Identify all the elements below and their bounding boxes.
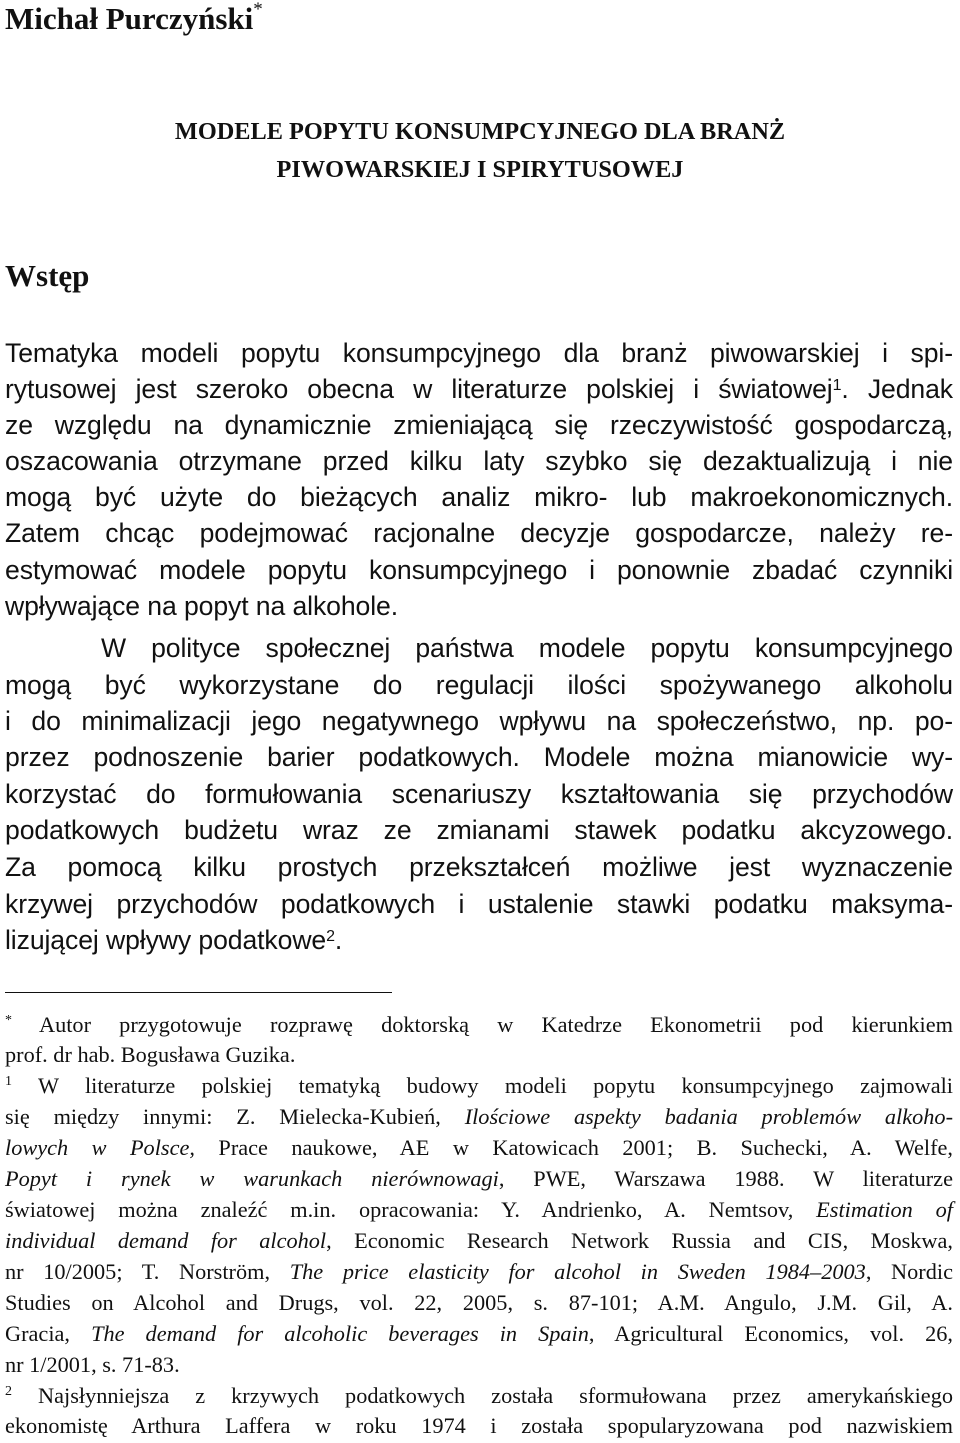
citation-title: The demand for alcoholic beverages in Spain <box>91 1321 589 1346</box>
citation-title: Estimation of <box>816 1197 954 1222</box>
footnote-line <box>5 1319 953 1349</box>
body-line: przez podnoszenie barier podatkowych. Modele można mianowicie wy- <box>5 742 953 772</box>
footnote-line <box>5 1102 953 1132</box>
body-line: i do minimalizacji jego negatywnego wpływu na społeczeństwo, np. po- <box>5 706 953 736</box>
footnote-mark: * <box>5 1013 12 1028</box>
body-line: krzywej przychodów podatkowych i ustalenie stawki podatku maksyma- <box>5 889 953 919</box>
author-name-text: Michał Purczyński <box>5 1 254 36</box>
body-line: mogą być wykorzystane do regulacji ilości spożywanego alkoholu <box>5 670 953 700</box>
footnote-line <box>5 1133 953 1163</box>
body-line: ze względu na dynamicznie zmieniającą się rzeczywistość gospodarczą, <box>5 410 953 440</box>
footnote-text: W literaturze polskiej tematyką budowy modeli popytu konsumpcyjnego zajmowali <box>37 1073 954 1098</box>
footnote-text: Autor przygotowuje rozprawę doktorską w Katedrze Ekonometrii pod kierunkiem <box>38 1012 953 1037</box>
footnote-ref: 2 <box>326 928 335 945</box>
footnote-separator <box>5 992 392 993</box>
footnote-line: Studies on Alcohol and Drugs, vol. 22, 2005, s. 87-101; A.M. Angulo, J.M. Gil, A. <box>5 1290 953 1315</box>
footnote-text: się między innymi: Z. Mielecka-Kubień, <box>5 1104 441 1129</box>
body-line-text: . Jednak <box>841 374 953 404</box>
footnote-text: Najsłynniejsza z krzywych podatkowych została sformułowana przez amerykańskiego <box>38 1383 954 1408</box>
footnote-line <box>5 1195 953 1225</box>
footnote-text: , Nordic <box>865 1259 953 1284</box>
citation-title: The price elasticity for alcohol in Sweden 1984–2003 <box>289 1259 866 1284</box>
body-line-indented: W polityce społecznej państwa modele popytu konsumpcyjnego <box>101 633 953 663</box>
footnote-line: prof. dr hab. Bogusława Guzika. <box>5 1042 296 1067</box>
body-line <box>5 922 953 958</box>
author-name <box>5 1 263 37</box>
body-line: wpływające na popyt na alkohole. <box>5 591 399 621</box>
footnote-text: , PWE, Warszawa 1988. W literaturze <box>498 1166 953 1191</box>
footnote-text: Prace naukowe, AE w Katowicach 2001; B. Suchecki, A. Welfe, <box>218 1135 953 1160</box>
body-line: Za pomocą kilku prostych przekształceń możliwe jest wyznaczenie <box>5 852 953 882</box>
section-heading: Wstęp <box>5 258 90 293</box>
footnote-text: , Economic Research Network Russia and CIS, Moskwa, <box>326 1228 953 1253</box>
body-line-text: lizującej wpływy podatkowe <box>5 925 327 955</box>
footnote-line <box>5 1226 953 1256</box>
footnote-text: nr 10/2005; T. Norström, <box>5 1259 271 1284</box>
body-line: korzystać do formułowania scenariuszy kształtowania się przychodów <box>5 779 953 809</box>
footnote-line <box>5 1010 953 1040</box>
body-line-text: . <box>334 925 343 955</box>
paper-title-line-1: MODELE POPYTU KONSUMPCYJNEGO DLA BRANŻ <box>174 118 786 145</box>
footnote-text: Gracia, <box>5 1321 70 1346</box>
body-line-text: rytusowej jest szeroko obecna w literaturze polskiej i światowej <box>5 374 833 404</box>
paper-title-line-2: PIWOWARSKIEJ I SPIRYTUSOWEJ <box>276 156 684 183</box>
citation-title: Ilościowe aspekty badania problemów alkoho- <box>464 1104 953 1129</box>
citation-title: Popyt i rynek w warunkach nierównowagi <box>5 1166 499 1191</box>
footnote-line <box>5 1071 953 1101</box>
footnote-line: nr 1/2001, s. 71-83. <box>5 1352 180 1377</box>
footnote-line: ekonomistę Arthura Laffera w roku 1974 i została spopularyzowana pod nazwiskiem <box>5 1413 953 1438</box>
body-line: mogą być użyte do bieżących analiz mikro- lub makroekonomicznych. <box>5 482 953 512</box>
citation-title: individual demand for alcohol <box>5 1228 327 1253</box>
body-line: podatkowych budżetu wraz ze zmianami stawek podatku akcyzowego. <box>5 815 953 845</box>
body-line <box>5 371 953 407</box>
footnote-text: , Agricultural Economics, vol. 26, <box>588 1321 953 1346</box>
body-line: Tematyka modeli popytu konsumpcyjnego dla branż piwowarskiej i spi- <box>5 338 953 368</box>
body-line: Zatem chcąc podejmować racjonalne decyzje gospodarcze, należy re- <box>5 518 953 548</box>
footnote-mark: 1 <box>5 1074 12 1089</box>
footnote-line <box>5 1164 953 1194</box>
body-line: estymować modele popytu konsumpcyjnego i ponownie zbadać czynniki <box>5 555 953 585</box>
footnote-mark: 2 <box>5 1384 12 1399</box>
body-line: oszacowania otrzymane przed kilku laty szybko się dezaktualizują i nie <box>5 446 953 476</box>
citation-title: lowych w Polsce, <box>5 1135 195 1160</box>
footnote-line <box>5 1381 953 1411</box>
footnote-ref: 1 <box>832 377 842 394</box>
author-footnote-mark: * <box>253 0 263 20</box>
footnote-line <box>5 1257 953 1287</box>
footnote-text: światowej można znaleźć m.in. opracowania: Y. Andrienko, A. Nemtsov, <box>5 1197 794 1222</box>
